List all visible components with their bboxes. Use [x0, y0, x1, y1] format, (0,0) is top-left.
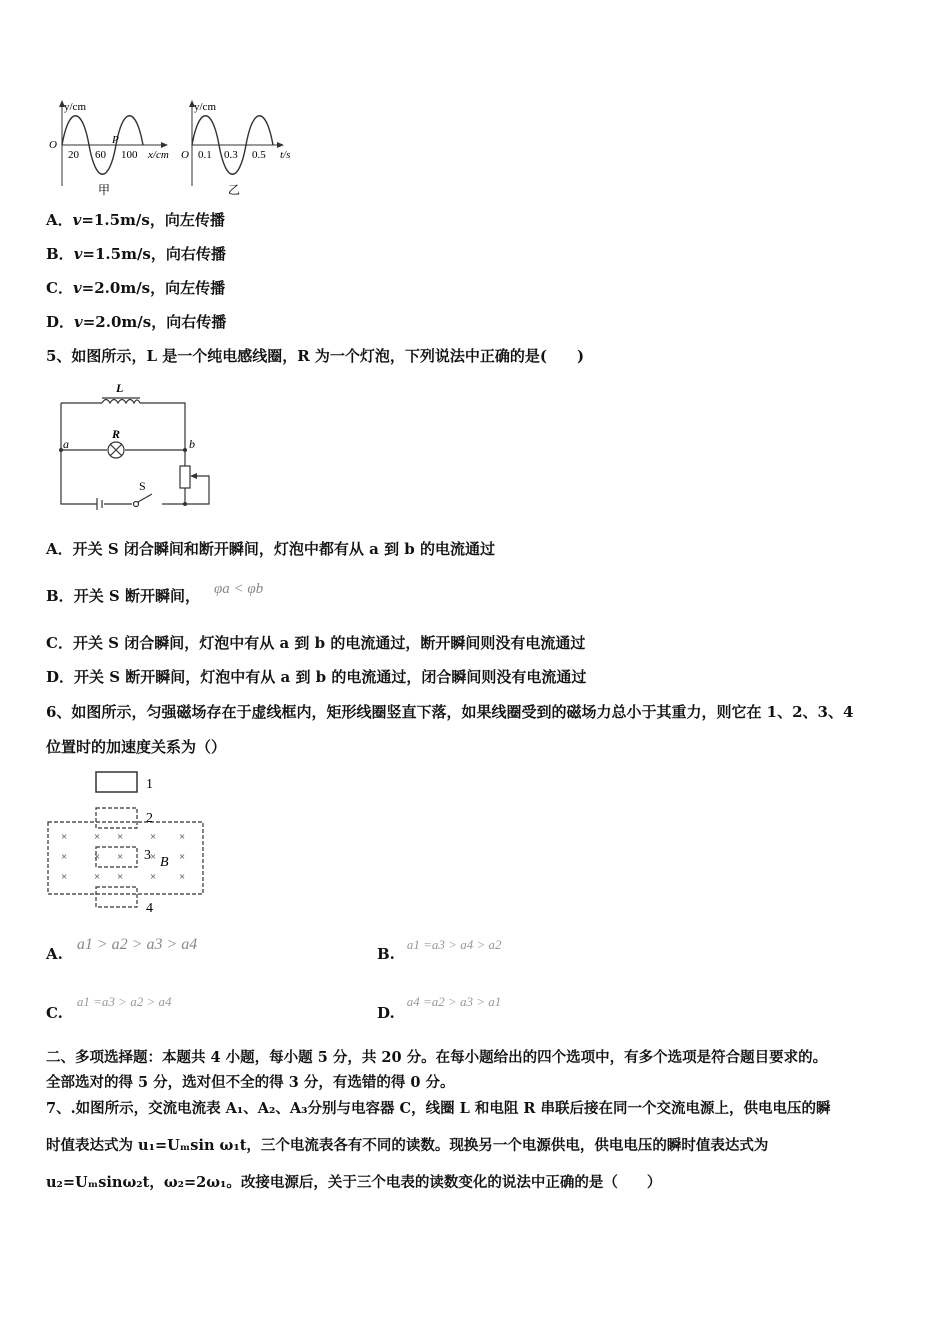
- field-cross-icon: ×: [94, 831, 101, 843]
- wave-graph-yi: [180, 96, 300, 200]
- question-6-stem-line2: 位置时的加速度关系为（）: [46, 738, 227, 756]
- option-a[interactable]: A．开关 S 闭合瞬间和断开瞬间，灯泡中都有从 a 到 b 的电流通过: [46, 540, 496, 558]
- field-cross-icon: ×: [117, 831, 124, 843]
- field-cross-icon: ×: [179, 871, 186, 883]
- field-cross-icon: ×: [117, 851, 124, 863]
- field-cross-icon: ×: [150, 831, 157, 843]
- figure-caption: 甲: [98, 183, 111, 197]
- field-cross-icon: ×: [94, 871, 101, 883]
- field-label: B: [160, 855, 169, 870]
- question-5-stem: 5、如图所示，L 是一个纯电感线圈，R 为一个灯泡，下列说法中正确的是( ): [46, 347, 585, 365]
- tick-label: 0.1: [198, 149, 212, 161]
- tick-label: 0.5: [252, 149, 266, 161]
- position-label: 2: [146, 811, 153, 826]
- y-axis-label: y/cm: [194, 101, 216, 113]
- field-cross-icon: ×: [61, 871, 68, 883]
- wave-graph-jia: [44, 96, 184, 200]
- field-cross-icon: ×: [61, 851, 68, 863]
- point-b-label: b: [189, 437, 195, 451]
- option-d[interactable]: D．开关 S 断开瞬间，灯泡中有从 a 到 b 的电流通过，闭合瞬间则没有电流通过: [46, 668, 587, 686]
- option-c[interactable]: C．v=2.0m/s，向左传播: [46, 279, 226, 297]
- y-axis-label: y/cm: [64, 101, 86, 113]
- figure-caption: 乙: [228, 183, 241, 197]
- question-6-stem-line1: 6、如图所示，匀强磁场存在于虚线框内，矩形线圈竖直下落，如果线圈受到的磁场力总小于其重力，则它在 1、2、3、4: [46, 703, 854, 721]
- question-7-line3: u₂=Uₘsinω₂t，ω₂=2ω₁。改接电源后，关于三个电表的读数变化的说法中正确的是（ ）: [46, 1174, 662, 1191]
- option-c[interactable]: C.a1 =a3 > a2 > a4: [46, 994, 172, 1022]
- field-cross-icon: ×: [117, 871, 124, 883]
- tick-label: 60: [95, 149, 106, 161]
- circuit-diagram: [52, 378, 222, 514]
- option-a[interactable]: A.a1 > a2 > a3 > a4: [46, 936, 198, 963]
- field-cross-icon: ×: [94, 851, 101, 863]
- field-cross-icon: ×: [150, 871, 157, 883]
- tick-label: 20: [68, 149, 79, 161]
- t-axis-label: t/s: [280, 149, 291, 161]
- field-cross-icon: ×: [150, 851, 157, 863]
- position-label: 1: [146, 777, 153, 792]
- point-p-label: P: [112, 134, 119, 146]
- section-2-scoring: 全部选对的得 5 分，选对但不全的得 3 分，有选错的得 0 分。: [46, 1074, 455, 1091]
- option-d[interactable]: D.a4 =a2 > a3 > a1: [377, 994, 502, 1022]
- field-cross-icon: ×: [61, 831, 68, 843]
- point-a-label: a: [63, 437, 69, 451]
- inductor-label: L: [116, 381, 124, 395]
- x-axis-label: x/cm: [148, 149, 169, 161]
- switch-label: S: [139, 479, 146, 493]
- field-cross-icon: ×: [179, 851, 186, 863]
- origin-label: O: [181, 149, 189, 161]
- question-7-line1: 7、.如图所示，交流电流表 A₁、A₂、A₃分别与电容器 C，线圈 L 和电阻 R 串联后接在同一个交流电源上，供电电压的瞬: [46, 1100, 831, 1117]
- section-2-heading: 二、多项选择题：本题共 4 小题，每小题 5 分，共 20 分。在每小题给出的四个选项中，有多个选项是符合题目要求的。: [46, 1049, 828, 1066]
- lamp-label: R: [112, 427, 121, 441]
- option-a[interactable]: A．v=1.5m/s，向左传播: [46, 211, 225, 229]
- magnetic-field-diagram: [44, 768, 214, 916]
- position-label: 4: [146, 901, 153, 916]
- position-label: 3: [144, 848, 151, 863]
- tick-label: 0.3: [224, 149, 238, 161]
- option-c[interactable]: C．开关 S 闭合瞬间，灯泡中有从 a 到 b 的电流通过，断开瞬间则没有电流通过: [46, 634, 586, 652]
- option-b[interactable]: B．v=1.5m/s，向右传播: [46, 245, 226, 263]
- option-b[interactable]: B．开关 S 断开瞬间， φa < φb: [46, 581, 264, 605]
- tick-label: 100: [121, 149, 138, 161]
- option-d[interactable]: D．v=2.0m/s，向右传播: [46, 313, 227, 331]
- option-b[interactable]: B.a1 =a3 > a4 > a2: [377, 937, 502, 963]
- question-7-line2: 时值表达式为 u₁=Uₘsin ω₁t，三个电流表各有不同的读数。现换另一个电源供电，供电电压的瞬时值表达式为: [46, 1137, 769, 1154]
- field-cross-icon: ×: [179, 831, 186, 843]
- origin-label: O: [49, 139, 57, 151]
